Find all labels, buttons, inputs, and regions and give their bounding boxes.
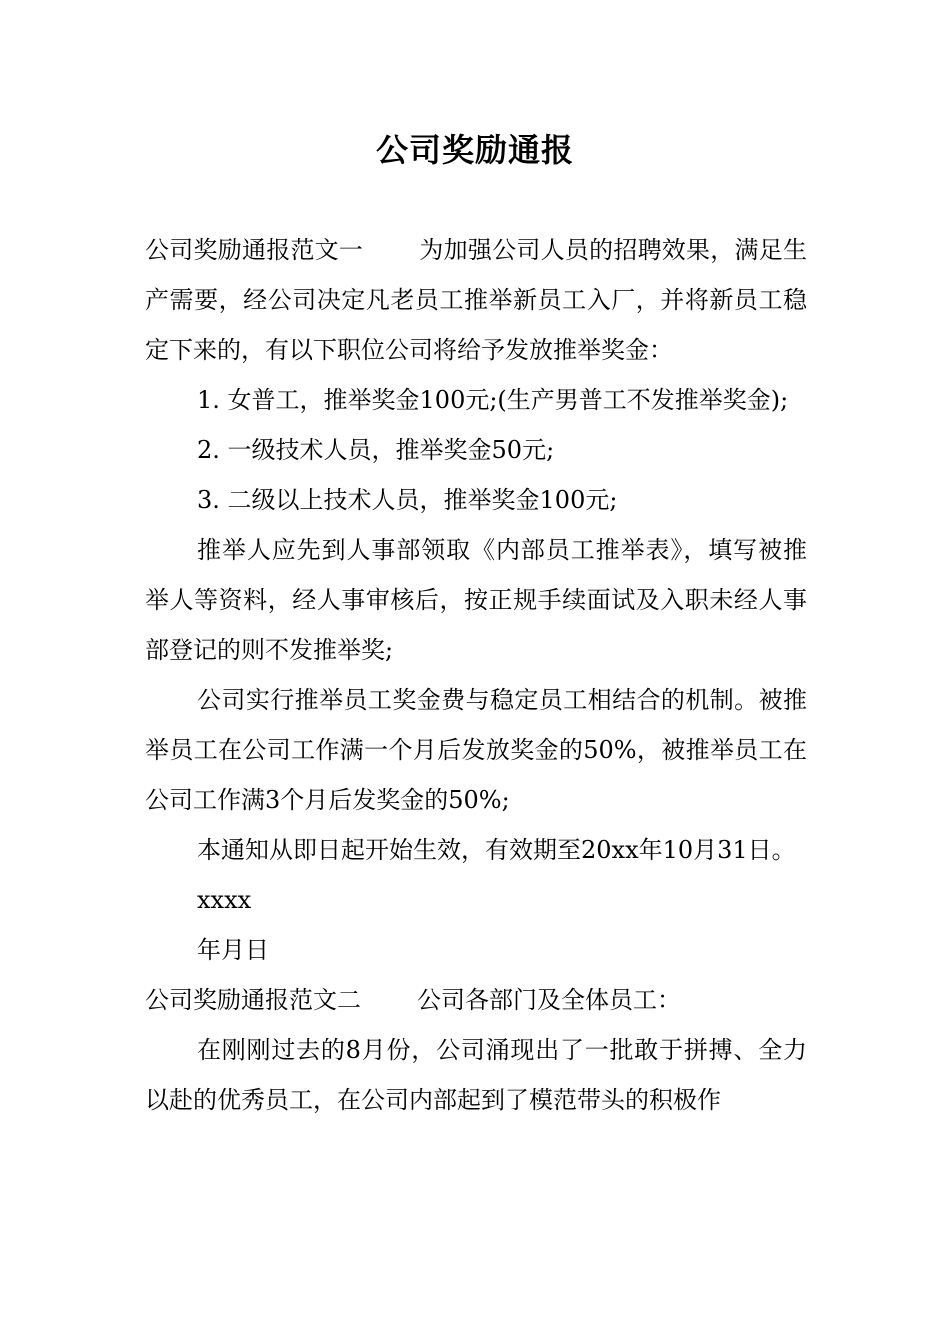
procedure-paragraph: 推举人应先到人事部领取《内部员工推举表》，填写被推举人等资料，经人事审核后，按正规手续面试及入职未经人事部登记的则不发推举奖; bbox=[145, 536, 807, 664]
mechanism-paragraph: 公司实行推举员工奖金费与稳定员工相结合的机制。被推举员工在公司工作满一个月后发放奖金的50%，被推举员工在公司工作满3个月后发奖金的50%; bbox=[145, 686, 807, 814]
section-one-intro-text: 为加强公司人员的招聘效果，满足生产需要，经公司决定凡老员工推举新员工入厂，并将新员工稳定下来的，有以下职位公司将给予发放推举奖金： bbox=[145, 236, 808, 364]
section-one-heading: 公司奖励通报范文一 bbox=[145, 236, 364, 264]
signature-date: 年月日 bbox=[197, 936, 269, 964]
section-two-salutation: 公司各部门及全体员工： bbox=[417, 986, 681, 1014]
reward-item-2: 2. 一级技术人员，推举奖金50元; bbox=[197, 436, 555, 464]
document-body bbox=[145, 225, 807, 1125]
section-two-intro-paragraph bbox=[145, 975, 807, 1025]
validity-paragraph: 本通知从即日起开始生效，有效期至20xx年10月31日。 bbox=[197, 836, 796, 864]
reward-item-3: 3. 二级以上技术人员，推举奖金100元; bbox=[197, 486, 618, 514]
reward-item-1: 1. 女普工，推举奖金100元;(生产男普工不发推举奖金); bbox=[197, 386, 789, 414]
section-two-heading: 公司奖励通报范文二 bbox=[145, 986, 361, 1014]
signature-name: xxxx bbox=[197, 886, 252, 914]
section-one-intro-paragraph bbox=[145, 225, 807, 375]
document-title: 公司奖励通报 bbox=[375, 131, 574, 169]
section-two-body-paragraph: 在刚刚过去的8月份，公司涌现出了一批敢于拼搏、全力以赴的优秀员工，在公司内部起到了模范带头的积极作 bbox=[145, 1036, 807, 1114]
